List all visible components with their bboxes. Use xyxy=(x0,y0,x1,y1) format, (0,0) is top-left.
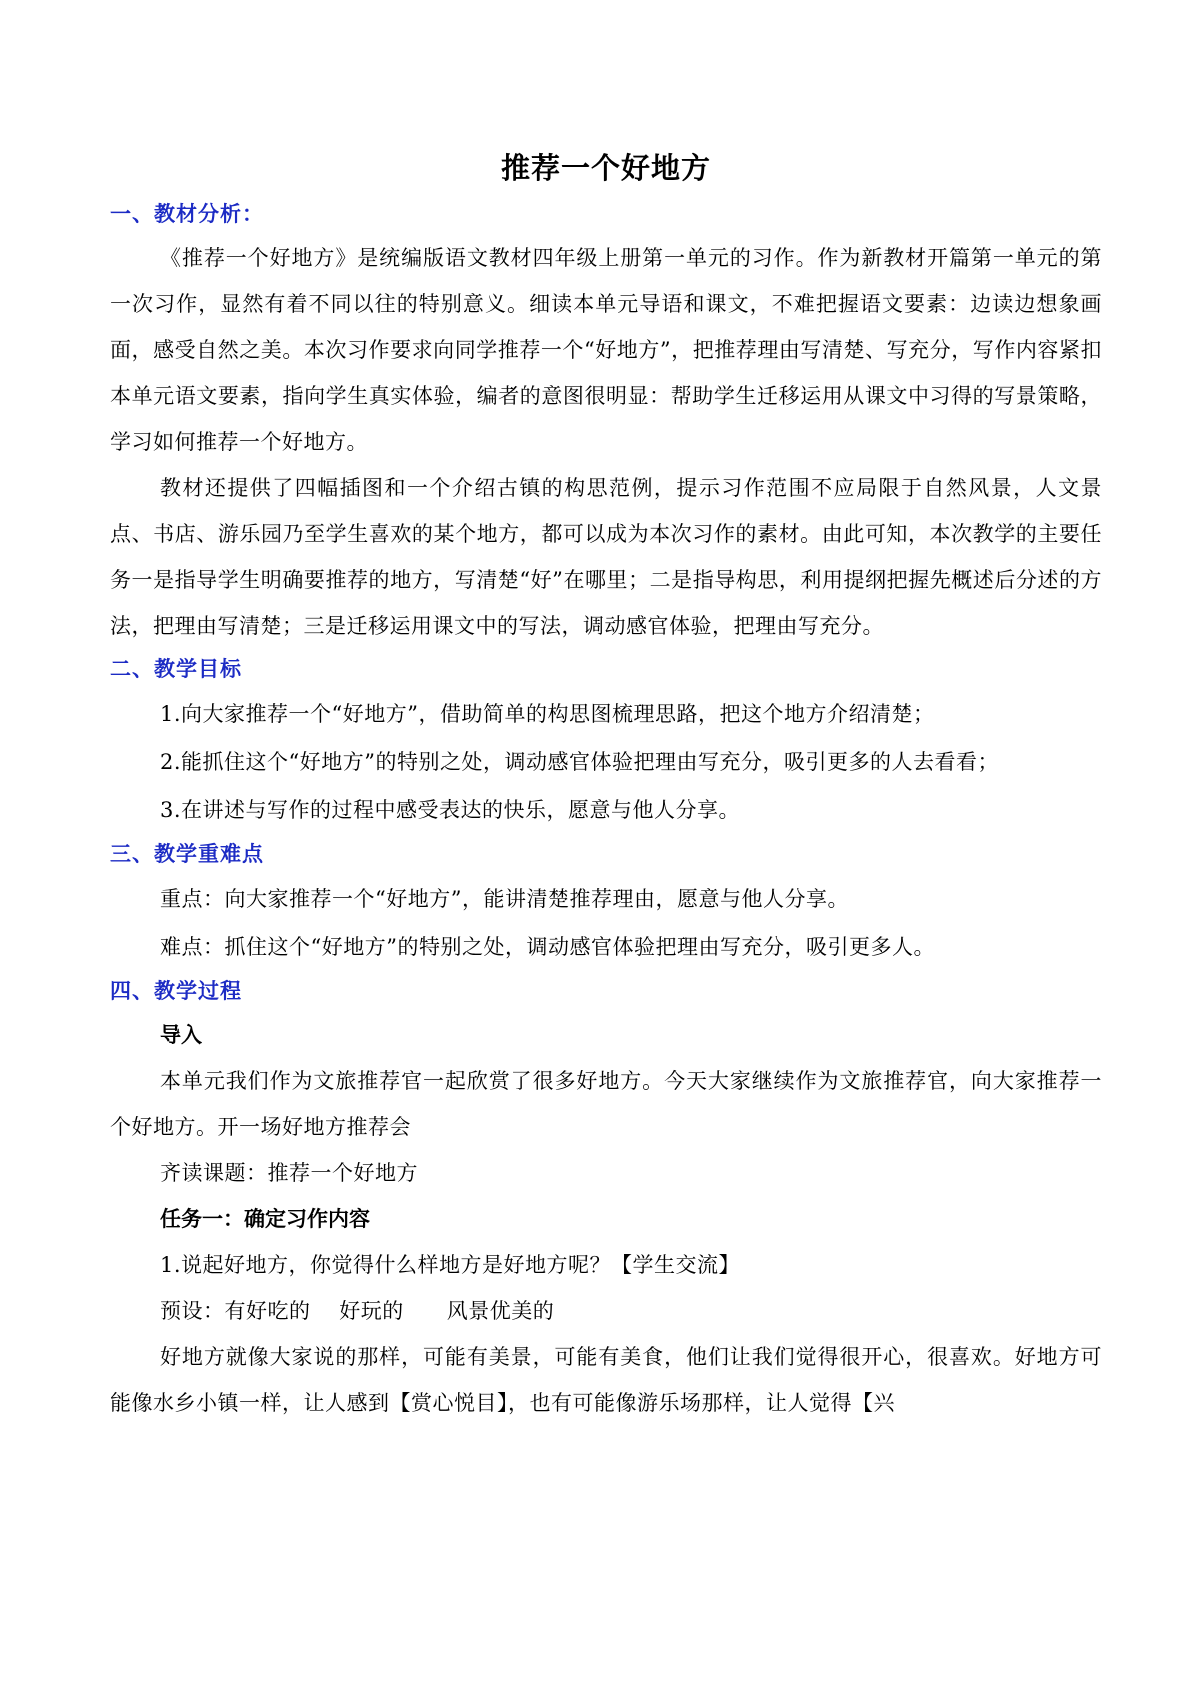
paragraph-preset xyxy=(110,1288,1102,1334)
document-title: 推荐一个好地方 xyxy=(500,151,711,185)
section-heading-teaching-goals: 二、教学目标 xyxy=(110,657,242,681)
preset-option-2: 好玩的 xyxy=(339,1299,404,1323)
paragraph-read-title: 齐读课题：推荐一个好地方 xyxy=(160,1161,418,1185)
key-point: 重点：向大家推荐一个“好地方”，能讲清楚推荐理由，愿意与他人分享。 xyxy=(160,887,849,911)
section-heading-key-points: 三、教学重难点 xyxy=(110,842,264,866)
section-heading-textbook-analysis: 一、教材分析： xyxy=(110,202,264,226)
goal-item-2: 2.能抓住这个“好地方”的特别之处，调动感官体验把理由写充分，吸引更多的人去看看； xyxy=(160,750,1000,774)
sub-heading-intro: 导入 xyxy=(160,1023,202,1047)
sub-heading-task-1: 任务一：确定习作内容 xyxy=(160,1207,370,1231)
section-heading-teaching-process: 四、教学过程 xyxy=(110,979,242,1003)
paragraph-analysis-1: 《推荐一个好地方》是统编版语文教材四年级上册第一单元的习作。作为新教材开篇第一单元的第一次习作，显然有着不同以往的特别意义。细读本单元导语和课文，不难把握语文要素：边读边想象画面，感受自然之美。本次习作要求向同学推荐一个“好地方”，把推荐理由写清楚、写充分，写作内容紧扣本单元语文要素，指向学生真实体验，编者的意图很明显：帮助学生迁移运用从课文中习得的写景策略，学习如何推荐一个好地方。 xyxy=(110,246,1102,454)
goal-item-3: 3.在讲述与写作的过程中感受表达的快乐，愿意与他人分享。 xyxy=(160,798,741,822)
paragraph-analysis-2: 教材还提供了四幅插图和一个介绍古镇的构思范例，提示习作范围不应局限于自然风景，人文景点、书店、游乐园乃至学生喜欢的某个地方，都可以成为本次习作的素材。由此可知，本次教学的主要任务一是指导学生明确要推荐的地方，写清楚“好”在哪里；二是指导构思，利用提纲把握先概述后分述的方法，把理由写清楚；三是迁移运用课文中的写法，调动感官体验，把理由写充分。 xyxy=(110,476,1102,638)
difficult-point: 难点：抓住这个“好地方”的特别之处，调动感官体验把理由写充分，吸引更多人。 xyxy=(160,935,935,959)
goal-item-1: 1.向大家推荐一个“好地方”，借助简单的构思图梳理思路，把这个地方介绍清楚； xyxy=(160,702,935,726)
paragraph-question-1: 1.说起好地方，你觉得什么样地方是好地方呢？【学生交流】 xyxy=(160,1253,741,1277)
preset-label: 预设：有好吃的 xyxy=(160,1299,311,1323)
preset-option-3: 风景优美的 xyxy=(446,1299,555,1323)
paragraph-intro: 本单元我们作为文旅推荐官一起欣赏了很多好地方。今天大家继续作为文旅推荐官，向大家推荐一个好地方。开一场好地方推荐会 xyxy=(110,1069,1102,1139)
paragraph-good-place: 好地方就像大家说的那样，可能有美景，可能有美食，他们让我们觉得很开心，很喜欢。好地方可能像水乡小镇一样，让人感到【赏心悦目】，也有可能像游乐场那样，让人觉得【兴 xyxy=(110,1345,1102,1415)
document-page xyxy=(110,148,1102,1426)
